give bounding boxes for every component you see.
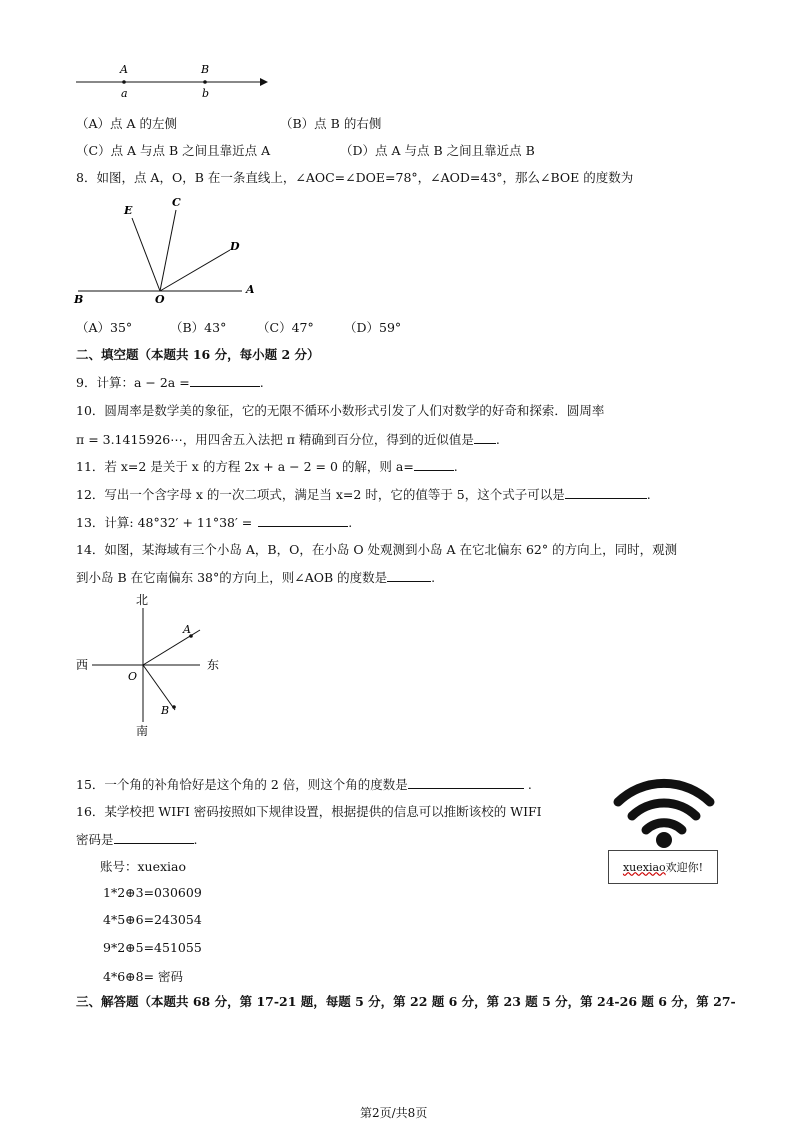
q7-label-a: a [121,87,128,100]
q16-account: 账号：xuexiao [100,859,187,874]
q14-south-label: 南 [136,724,149,738]
q11-period: . [453,459,458,474]
q7-option-d: （D）点 A 与点 B 之间且靠近点 B [340,143,535,158]
q16-text: 密码是 [76,832,114,847]
q14-west-label: 西 [76,658,89,672]
q16-answer-blank [114,831,194,844]
q16-rule-3: 9*2⊕5=451055 [103,940,202,955]
q14-line1: 14．如图，某海域有三个小岛 A，B，O，在小岛 O 处观测到小岛 A 在它北偏东 62° 的方向上，同时，观测 [76,542,678,557]
q8-label-A: A [246,283,255,296]
q14-north-label: 北 [136,593,149,607]
q16-period: . [193,832,198,847]
q9-answer-blank [190,374,260,387]
q14-text: 到小岛 B 在它南偏东 38°的方向上，则∠AOB 的度数是 [76,570,388,585]
q16-line2 [76,830,198,848]
q8-label-O: O [155,293,165,306]
q13-answer-blank [258,514,348,527]
q8-option-d: （D）59° [344,320,402,335]
q12-period: . [646,487,651,502]
q9-period: . [259,375,264,390]
q11-text: 11．若 x=2 是关于 x 的方程 2x + a − 2 = 0 的解，则 a= [76,459,414,474]
q14-answer-blank [387,569,431,582]
q8-label-E: E [124,204,133,217]
q7-option-b: （B）点 B 的右侧 [280,116,382,131]
q8-label-D: D [230,240,240,253]
q7-label-A: A [120,63,128,76]
q8-angle-figure [70,192,270,308]
wifi-caption-account: xuexiao [622,860,666,874]
q15-period: . [527,777,532,792]
q14-compass-figure [70,588,240,740]
q12 [76,485,651,503]
q14-line2 [76,568,435,586]
q16-rule-2: 4*5⊕6=243054 [103,912,202,927]
section2-title: 二、填空题（本题共 16 分，每小题 2 分） [76,347,320,362]
q8-label-C: C [172,196,181,209]
q10-line2 [76,430,500,448]
q7-number-line-figure [70,58,270,102]
q16-line1: 16．某学校把 WIFI 密码按照如下规律设置，根据提供的信息可以推断该校的 WIFI [76,804,542,819]
q14-label-B: B [161,704,170,717]
q8-label-B: B [74,293,84,306]
q13 [76,513,352,531]
q15 [76,775,532,793]
q11-answer-blank [414,458,454,471]
q7-label-B: B [201,63,210,76]
q14-east-label: 东 [207,658,220,672]
wifi-caption-welcome: 欢迎你! [665,861,704,874]
q13-text: 13．计算: 48°32′ + 11°38′ = [76,515,253,530]
q8-option-a: （A）35° [76,320,133,335]
q9-text: 9．计算：a − 2a = [76,375,190,390]
section3-title: 三、解答题（本题共 68 分，第 17-21 题，每题 5 分，第 22 题 6 分，第 23 题 5 分，第 24-26 题 6 分，第 27- [76,994,736,1009]
q15-text: 15．一个角的补角恰好是这个角的 2 倍，则这个角的度数是 [76,777,408,792]
q14-period: . [431,570,436,585]
q10-answer-blank [474,431,496,444]
q14-label-A: A [183,623,191,636]
q15-answer-blank [408,776,524,789]
q12-answer-blank [565,486,647,499]
q8-question: 8．如图，点 A，O，B 在一条直线上，∠AOC=∠DOE=78°，∠AOD=43°，那么∠BOE 的度数为 [76,170,634,185]
q11 [76,457,458,475]
q16-rule-4: 4*6⊕8= 密码 [103,969,184,984]
q16-rule-1: 1*2⊕3=030609 [103,885,202,900]
q10-period: . [495,432,500,447]
q10-text: π = 3.1415926⋯，用四舍五入法把 π 精确到百分位，得到的近似值是 [76,432,474,447]
q7-option-c: （C）点 A 与点 B 之间且靠近点 A [76,143,271,158]
q13-period: . [348,515,353,530]
q10-line1: 10．圆周率是数学美的象征，它的无限不循环小数形式引发了人们对数学的好奇和探索．圆周率 [76,403,605,418]
wifi-caption-box [608,850,718,884]
q12-text: 12．写出一个含字母 x 的一次二项式，满足当 x=2 时，它的值等于 5，这个式子可以是 [76,487,565,502]
q14-label-O: O [128,670,138,683]
wifi-icon [608,764,720,848]
page-footer: 第2页/共8页 [360,1106,428,1120]
q7-option-a: （A）点 A 的左侧 [76,116,178,131]
q7-label-b: b [202,87,210,100]
q8-option-c: （C）47° [257,320,314,335]
q9 [76,373,264,391]
q8-option-b: （B）43° [170,320,227,335]
